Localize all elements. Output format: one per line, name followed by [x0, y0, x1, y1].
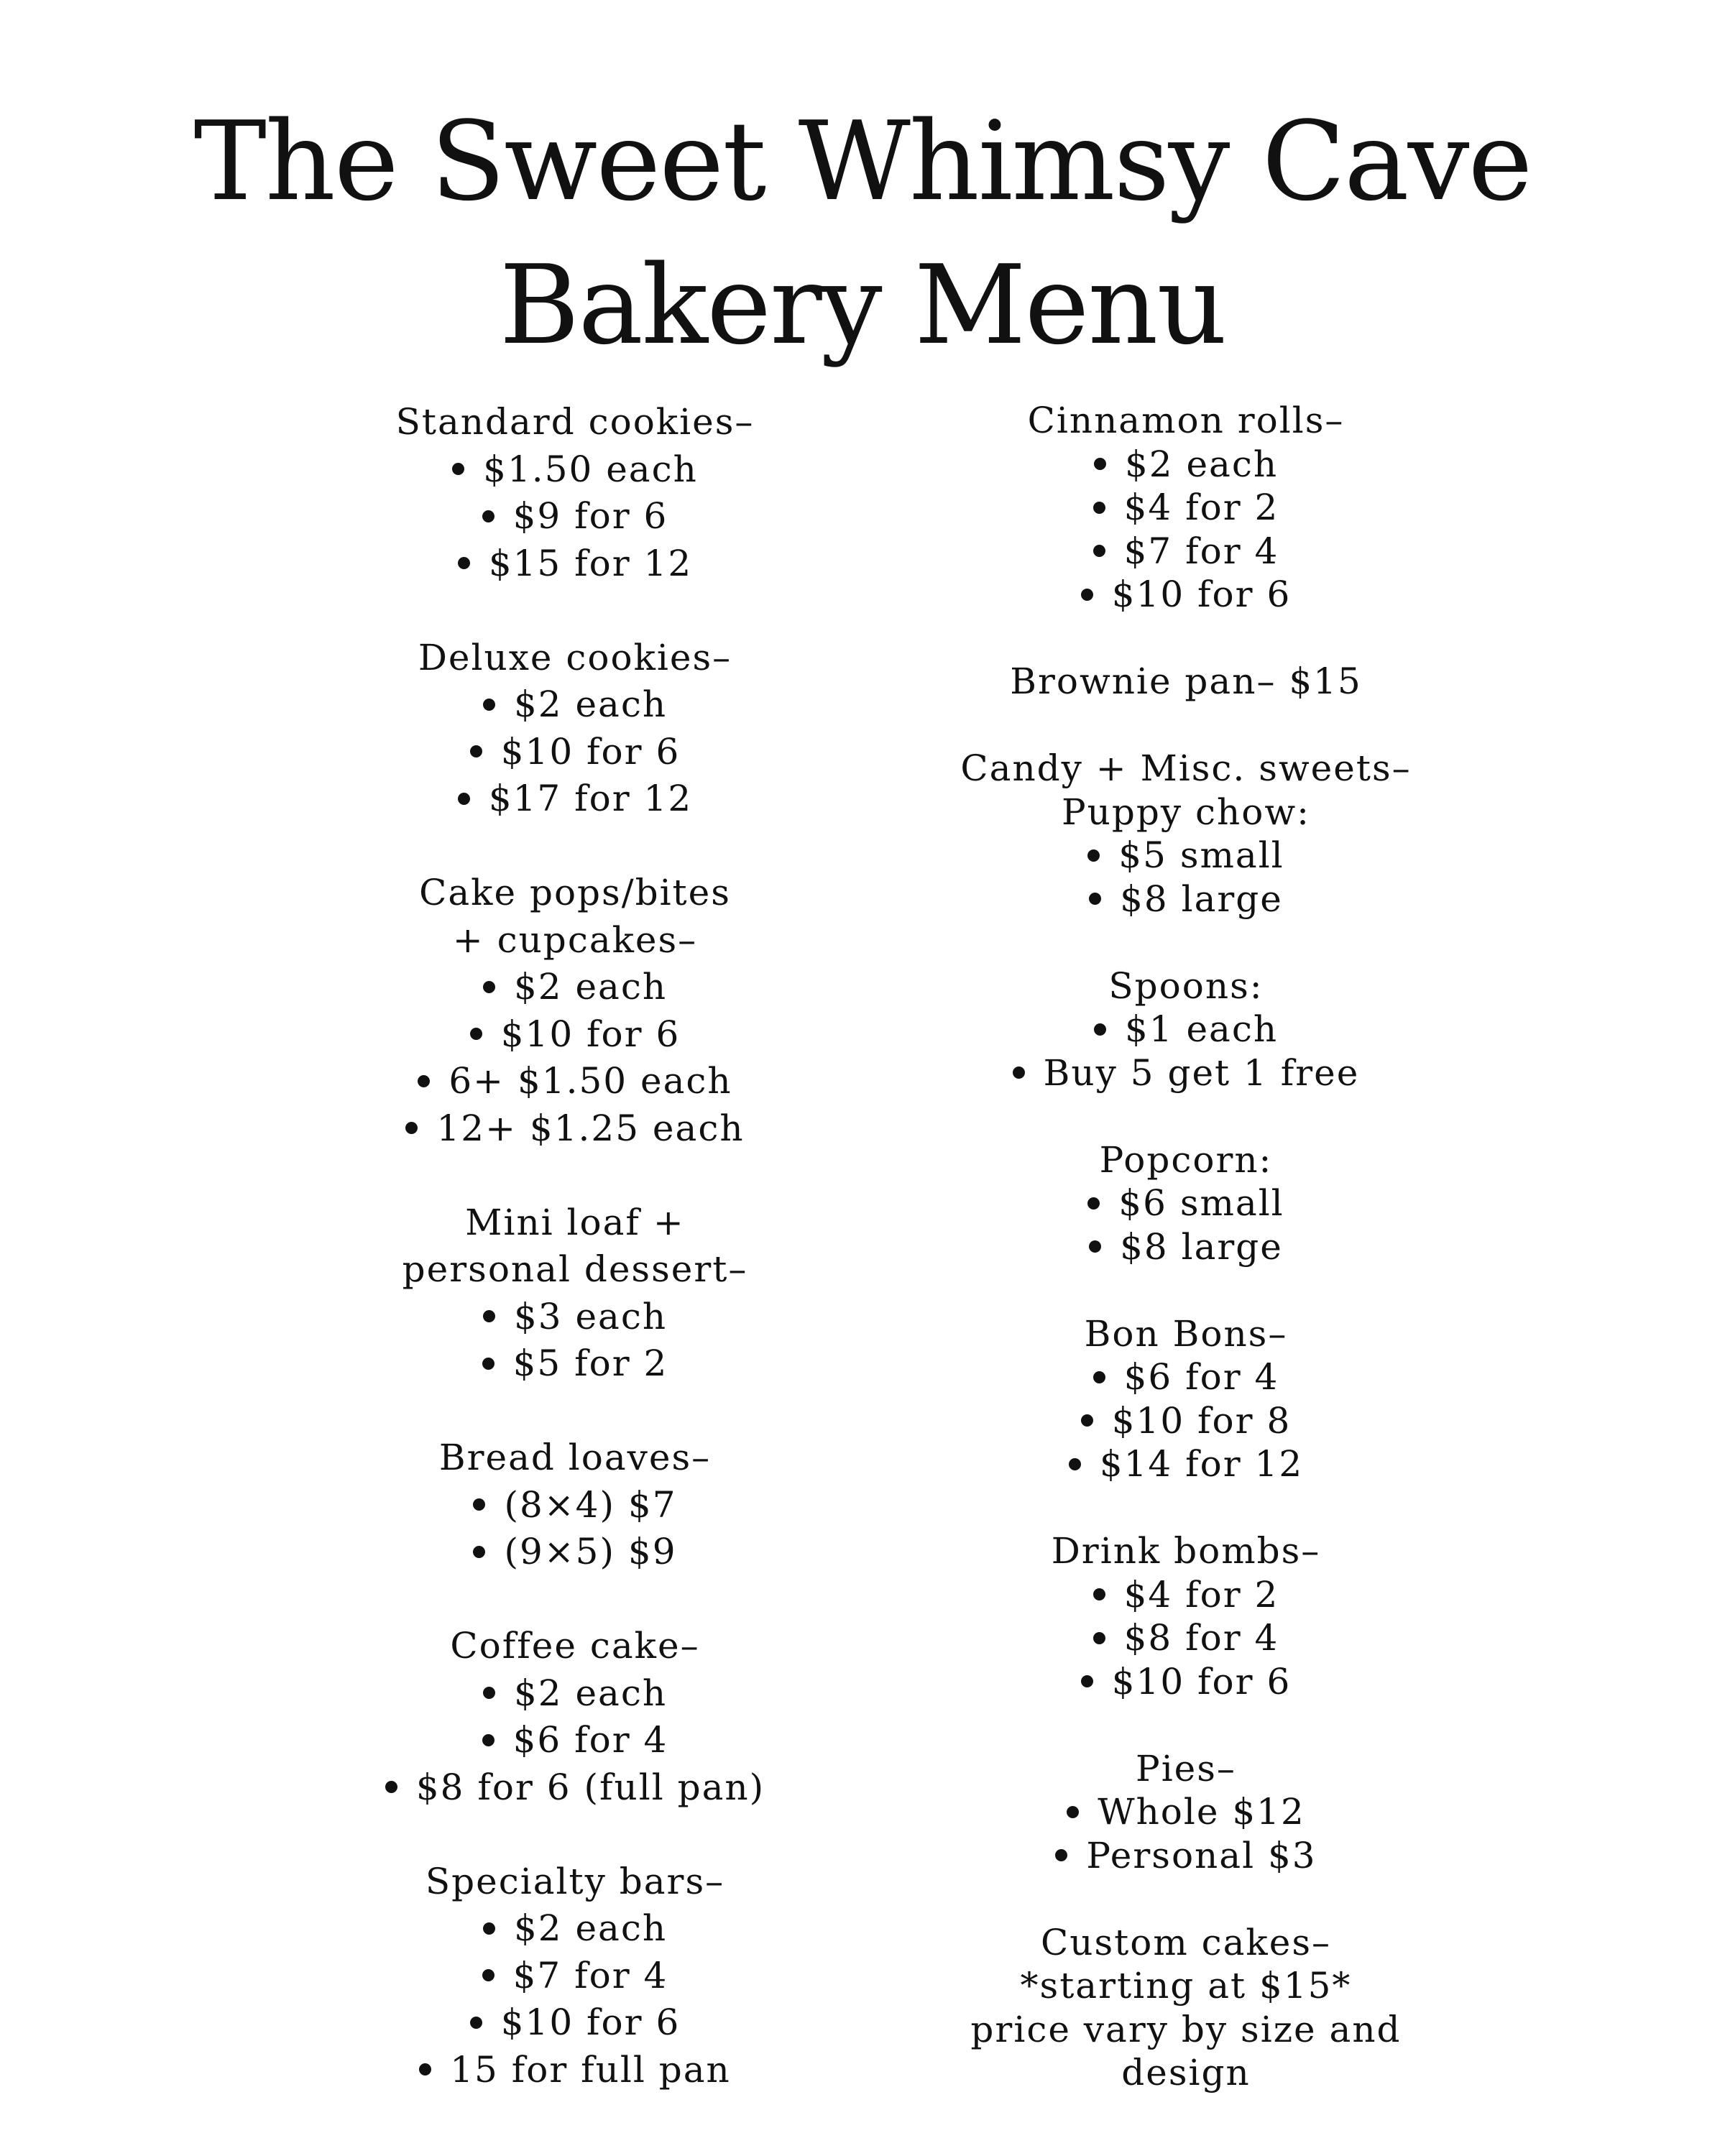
- section-heading: Spoons:: [1108, 964, 1264, 1007]
- price-text: $5 for 2: [512, 1342, 668, 1384]
- menu-section-bon-bons: [848, 1312, 1524, 1486]
- menu-section-brownie-pan-15: [848, 660, 1524, 704]
- section-heading: Bread loaves–: [438, 1437, 712, 1478]
- right-menu-column: [848, 399, 1524, 2138]
- price-item: [237, 540, 913, 588]
- bullet-icon: [1087, 849, 1100, 862]
- price-text: 12+ $1.25 each: [436, 1107, 745, 1149]
- menu-section-cinnamon-rolls: [848, 399, 1524, 617]
- price-text: $7 for 4: [512, 1954, 668, 1996]
- price-item: [848, 1181, 1524, 1225]
- price-text: $14 for 12: [1099, 1443, 1304, 1485]
- price-item: [848, 1355, 1524, 1399]
- price-item: [848, 834, 1524, 877]
- section-heading: price vary by size and: [970, 2008, 1402, 2050]
- price-text: $6 small: [1118, 1182, 1284, 1224]
- bullet-icon: [1081, 1675, 1093, 1687]
- price-item: [237, 1764, 913, 1812]
- menu-section-standard-cookies: [237, 399, 913, 587]
- price-item: [848, 573, 1524, 617]
- price-item: [848, 1225, 1524, 1269]
- price-text: $10 for 6: [500, 1013, 681, 1055]
- price-text: $4 for 2: [1123, 487, 1279, 528]
- bullet-icon: [419, 2063, 431, 2076]
- section-heading: Custom cakes–: [1041, 1921, 1331, 1963]
- bullet-icon: [482, 1969, 494, 1981]
- section-heading: Puppy chow:: [1062, 791, 1310, 833]
- price-text: $1.50 each: [483, 448, 698, 490]
- price-item: [237, 1670, 913, 1718]
- price-text: $8 large: [1120, 877, 1283, 920]
- price-item: [237, 1482, 913, 1529]
- bullet-icon: [452, 463, 464, 475]
- section-heading: Drink bombs–: [1051, 1530, 1321, 1572]
- price-text: Whole $12: [1098, 1791, 1305, 1833]
- menu-section-candy-misc-sweets: [848, 747, 1524, 921]
- bullet-icon: [483, 699, 495, 711]
- price-text: (8×4) $7: [504, 1483, 677, 1526]
- menu-title: [0, 90, 1725, 377]
- price-text: $9 for 6: [512, 495, 668, 537]
- menu-section-deluxe-cookies: [237, 635, 913, 823]
- price-text: $17 for 12: [488, 778, 693, 819]
- price-text: $7 for 4: [1123, 530, 1279, 572]
- bullet-icon: [482, 1358, 494, 1370]
- section-heading: design: [1121, 2052, 1251, 2093]
- menu-section-spoons: [848, 964, 1524, 1095]
- price-item: [237, 681, 913, 729]
- menu-section-cake-pops-bites: [237, 870, 913, 1152]
- menu-section-pies: [848, 1747, 1524, 1878]
- bullet-icon: [1013, 1067, 1025, 1079]
- price-text: $8 large: [1120, 1225, 1283, 1268]
- bullet-icon: [385, 1781, 397, 1793]
- price-item: [237, 729, 913, 776]
- price-item: [848, 1660, 1524, 1704]
- price-text: $5 small: [1118, 834, 1284, 876]
- bullet-icon: [482, 510, 494, 522]
- price-item: [237, 1717, 913, 1764]
- menu-title-line-2: Bakery Menu: [499, 241, 1226, 369]
- bullet-icon: [473, 1498, 485, 1511]
- price-text: $3 each: [513, 1295, 668, 1337]
- section-heading: Coffee cake–: [450, 1625, 700, 1667]
- price-text: $4 for 2: [1123, 1573, 1279, 1616]
- section-heading: Cake pops/bites: [419, 872, 731, 913]
- price-text: 15 for full pan: [450, 2048, 731, 2091]
- bullet-icon: [483, 1687, 495, 1699]
- menu-section-mini-loaf: [237, 1199, 913, 1388]
- price-item: [848, 1442, 1524, 1486]
- price-item: [237, 1999, 913, 2047]
- price-item: [237, 493, 913, 540]
- bullet-icon: [1081, 589, 1093, 601]
- section-heading: Candy + Misc. sweets–: [960, 747, 1412, 789]
- price-item: [848, 1573, 1524, 1617]
- price-text: (9×5) $9: [504, 1531, 677, 1572]
- price-text: $6 for 4: [1123, 1356, 1279, 1398]
- bullet-icon: [418, 1075, 430, 1087]
- menu-section-bread-loaves: [237, 1434, 913, 1576]
- price-text: Buy 5 get 1 free: [1043, 1051, 1360, 1094]
- price-item: [848, 443, 1524, 487]
- bullet-icon: [482, 1734, 494, 1746]
- price-item: [237, 1058, 913, 1105]
- price-text: $10 for 6: [1111, 1660, 1292, 1703]
- price-text: $15 for 12: [488, 542, 693, 584]
- bullet-icon: [1089, 893, 1101, 905]
- section-heading: + cupcakes–: [452, 918, 698, 961]
- price-item: [848, 486, 1524, 530]
- price-item: [237, 1340, 913, 1388]
- section-heading: Pies–: [1136, 1747, 1236, 1789]
- section-heading: personal dessert–: [402, 1248, 748, 1290]
- bullet-icon: [1093, 1632, 1105, 1644]
- price-item: [237, 2047, 913, 2094]
- section-heading: *starting at $15*: [1020, 1965, 1352, 2007]
- price-item: [237, 964, 913, 1011]
- price-item: [848, 1834, 1524, 1878]
- price-text: $2 each: [513, 683, 668, 725]
- section-heading: Standard cookies–: [395, 401, 755, 443]
- price-item: [848, 1790, 1524, 1834]
- bullet-icon: [470, 745, 482, 757]
- price-text: 6+ $1.50 each: [448, 1060, 732, 1102]
- price-text: $8 for 6 (full pan): [415, 1766, 765, 1808]
- price-text: $10 for 6: [500, 2001, 681, 2043]
- bullet-icon: [1094, 1023, 1106, 1036]
- price-item: [848, 530, 1524, 573]
- bullet-icon: [1067, 1806, 1079, 1818]
- bullet-icon: [1093, 502, 1105, 514]
- price-text: $10 for 6: [500, 730, 681, 773]
- bullet-icon: [1093, 1371, 1105, 1383]
- price-item: [237, 1294, 913, 1341]
- section-heading: Popcorn:: [1099, 1138, 1273, 1181]
- left-menu-column: [237, 399, 913, 2141]
- price-text: $10 for 6: [1111, 573, 1292, 615]
- price-text: $2 each: [513, 1672, 668, 1714]
- section-heading: Specialty bars–: [425, 1860, 725, 1902]
- bullet-icon: [483, 1310, 495, 1322]
- price-text: $2 each: [513, 966, 668, 1008]
- section-heading: Mini loaf +: [465, 1201, 685, 1243]
- price-item: [237, 775, 913, 823]
- price-text: $1 each: [1124, 1008, 1279, 1050]
- price-text: $6 for 4: [512, 1719, 668, 1761]
- bullet-icon: [1089, 1240, 1101, 1253]
- bullet-icon: [1087, 1197, 1100, 1210]
- bullet-icon: [470, 2017, 482, 2029]
- menu-section-popcorn: [848, 1138, 1524, 1269]
- bullet-icon: [458, 793, 470, 805]
- bullet-icon: [405, 1122, 418, 1134]
- section-heading: Cinnamon rolls–: [1027, 400, 1345, 441]
- bullet-icon: [1069, 1458, 1081, 1470]
- section-heading: Bon Bons–: [1084, 1312, 1288, 1355]
- bullet-icon: [1093, 545, 1105, 557]
- bullet-icon: [483, 981, 495, 993]
- menu-section-coffee-cake: [237, 1623, 913, 1811]
- price-item: [237, 1105, 913, 1153]
- menu-title-line-1: The Sweet Whimsy Cave: [193, 98, 1532, 225]
- price-item: [237, 446, 913, 494]
- price-item: [848, 1051, 1524, 1095]
- bullet-icon: [483, 1922, 495, 1935]
- price-text: $2 each: [513, 1907, 668, 1949]
- price-text: $8 for 4: [1123, 1617, 1279, 1659]
- bullet-icon: [470, 1028, 482, 1040]
- menu-section-specialty-bars: [237, 1858, 913, 2094]
- price-item: [237, 1905, 913, 1953]
- bullet-icon: [1055, 1849, 1067, 1861]
- price-item: [237, 1953, 913, 2000]
- bullet-icon: [1094, 458, 1106, 470]
- bullet-icon: [458, 557, 470, 569]
- price-item: [848, 1008, 1524, 1051]
- price-text: $10 for 8: [1111, 1399, 1292, 1442]
- bullet-icon: [1093, 1588, 1105, 1600]
- bullet-icon: [1081, 1414, 1093, 1427]
- bullet-icon: [473, 1546, 485, 1558]
- section-heading: Brownie pan– $15: [1010, 660, 1362, 702]
- menu-section-custom-cakes: [848, 1921, 1524, 2095]
- price-item: [848, 1616, 1524, 1660]
- section-heading: Deluxe cookies–: [418, 636, 732, 678]
- price-item: [848, 877, 1524, 921]
- price-item: [848, 1399, 1524, 1443]
- price-text: Personal $3: [1086, 1834, 1317, 1876]
- price-item: [237, 1011, 913, 1059]
- menu-section-drink-bombs: [848, 1529, 1524, 1703]
- price-text: $2 each: [1124, 443, 1279, 485]
- price-item: [237, 1529, 913, 1576]
